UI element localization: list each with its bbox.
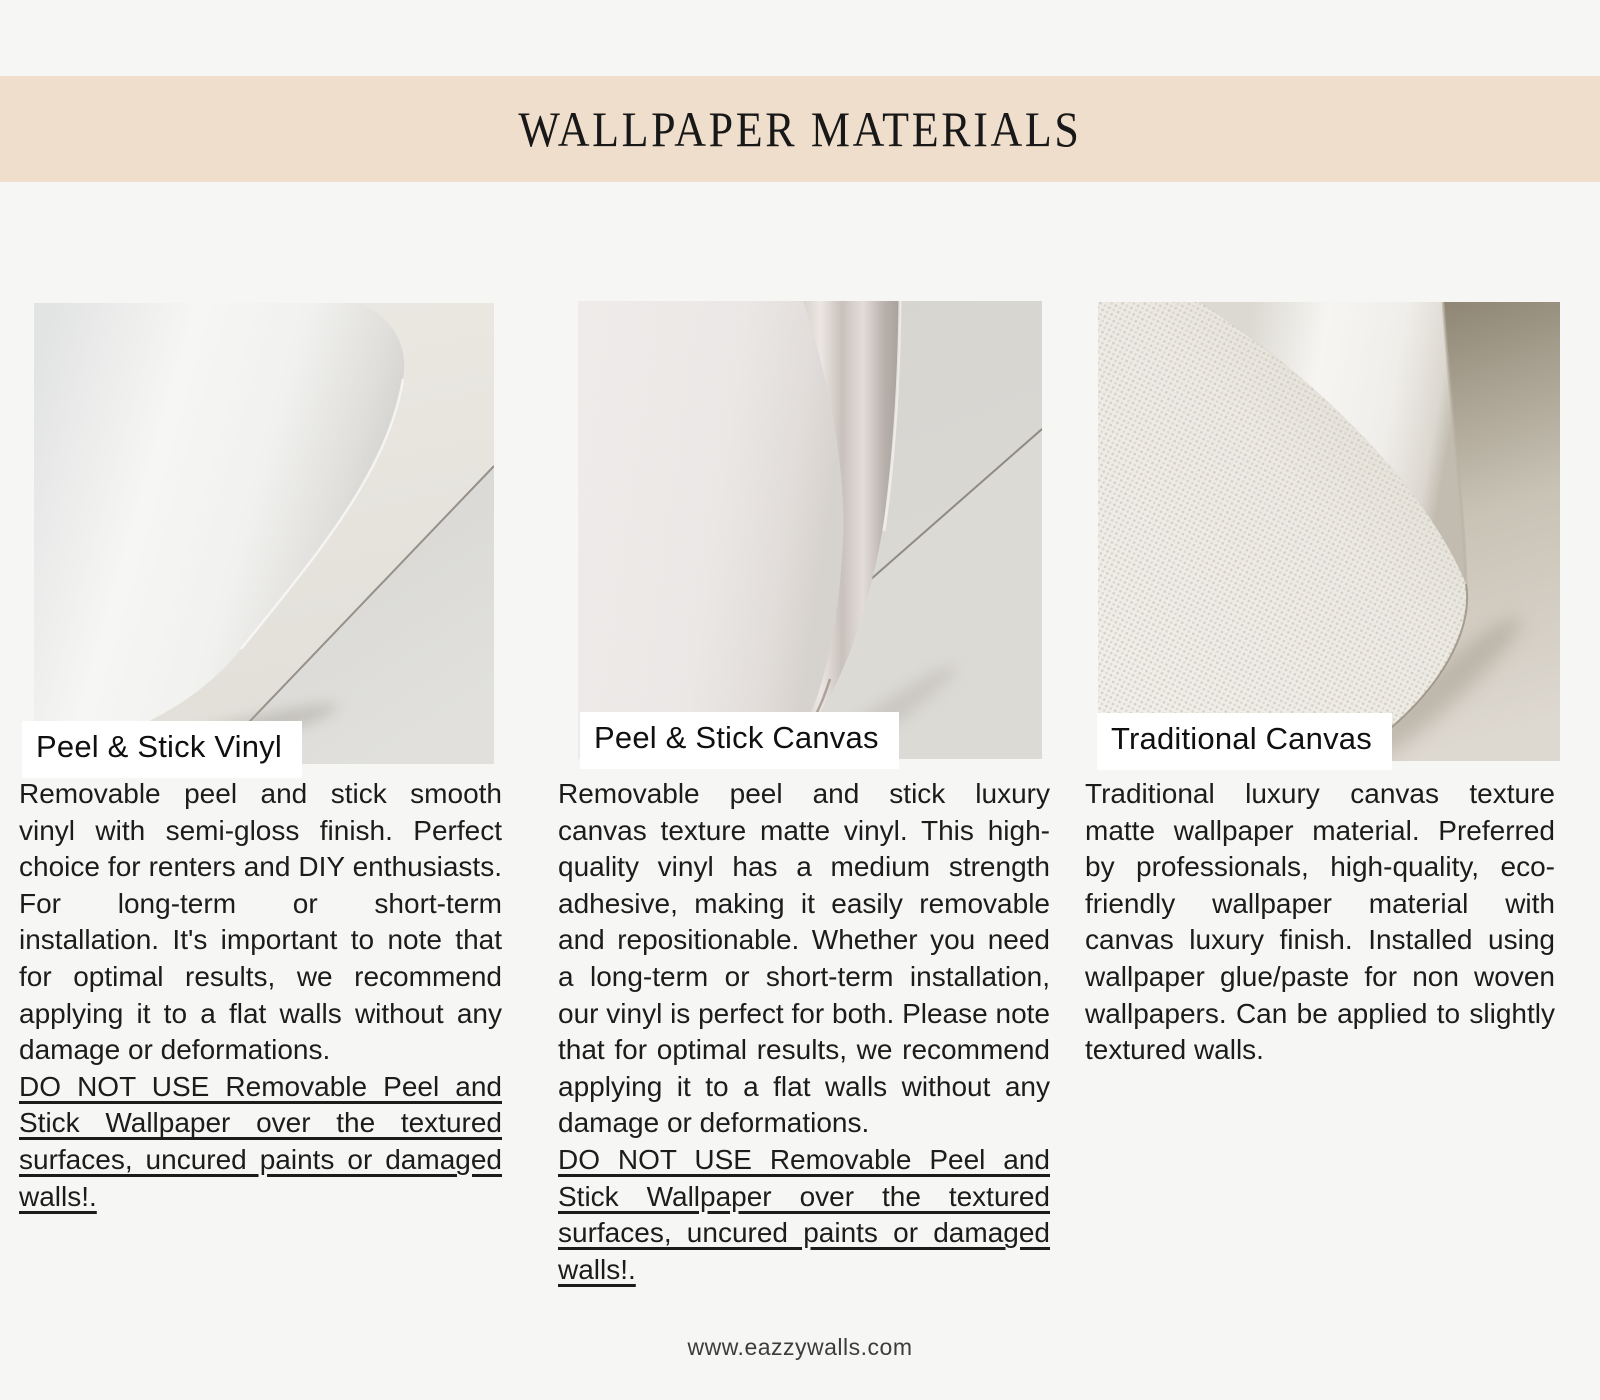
footer [0,1334,1600,1361]
material-label-vinyl: Peel & Stick Vinyl [22,721,302,778]
website-url-text: www.eazzywalls.com [687,1334,913,1360]
material-column-ps-canvas [558,0,1050,1400]
woven-canvas-rolled-corner-photo [1098,302,1560,761]
page-title: WALLPAPER MATERIALS [518,101,1082,157]
material-column-traditional-canvas [1085,0,1555,1400]
material-description: Traditional luxury canvas texture matte wallpaper material. Preferred by professionals, high-quality, eco-friendly wallpaper material with canvas luxury finish. Installed using wallpaper glue/paste for non woven wallpapers. Can be applied to slightly textured walls. [1085,778,1555,1066]
material-warning: DO NOT USE Removable Peel and Stick Wallpaper over the textured surfaces, uncured paints or damaged walls!. [19,1070,502,1212]
material-description: Removable peel and stick luxury canvas texture matte vinyl. This high-quality vinyl has a medium strength adhesive, making it easily removable and repositionable. Whether you need a long-term or short-term installation, our vinyl is perfect for both. Please note that for optimal results, we recommend applying it to a flat walls without any damage or deformations. [558,778,1050,1139]
material-description-block-vinyl [19,776,502,1215]
material-description: Removable peel and stick smooth vinyl with semi-gloss finish. Perfect choice for renters and DIY enthusiasts. For long-term or short-term installation. It's important to note that for optimal results, we recommend applying it to a flat walls without any damage or deformations. [19,778,502,1066]
smooth-vinyl-peeled-corner-photo [34,303,494,764]
material-label-traditional-canvas: Traditional Canvas [1097,713,1392,770]
canvas-texture-vinyl-curled-photo [578,301,1042,759]
material-description-block-ps-canvas [558,776,1050,1288]
material-label-ps-canvas: Peel & Stick Canvas [580,712,899,769]
material-column-vinyl [19,0,502,1400]
material-warning: DO NOT USE Removable Peel and Stick Wallpaper over the textured surfaces, uncured paints or damaged walls!. [558,1143,1050,1285]
material-description-block-traditional-canvas [1085,776,1555,1069]
